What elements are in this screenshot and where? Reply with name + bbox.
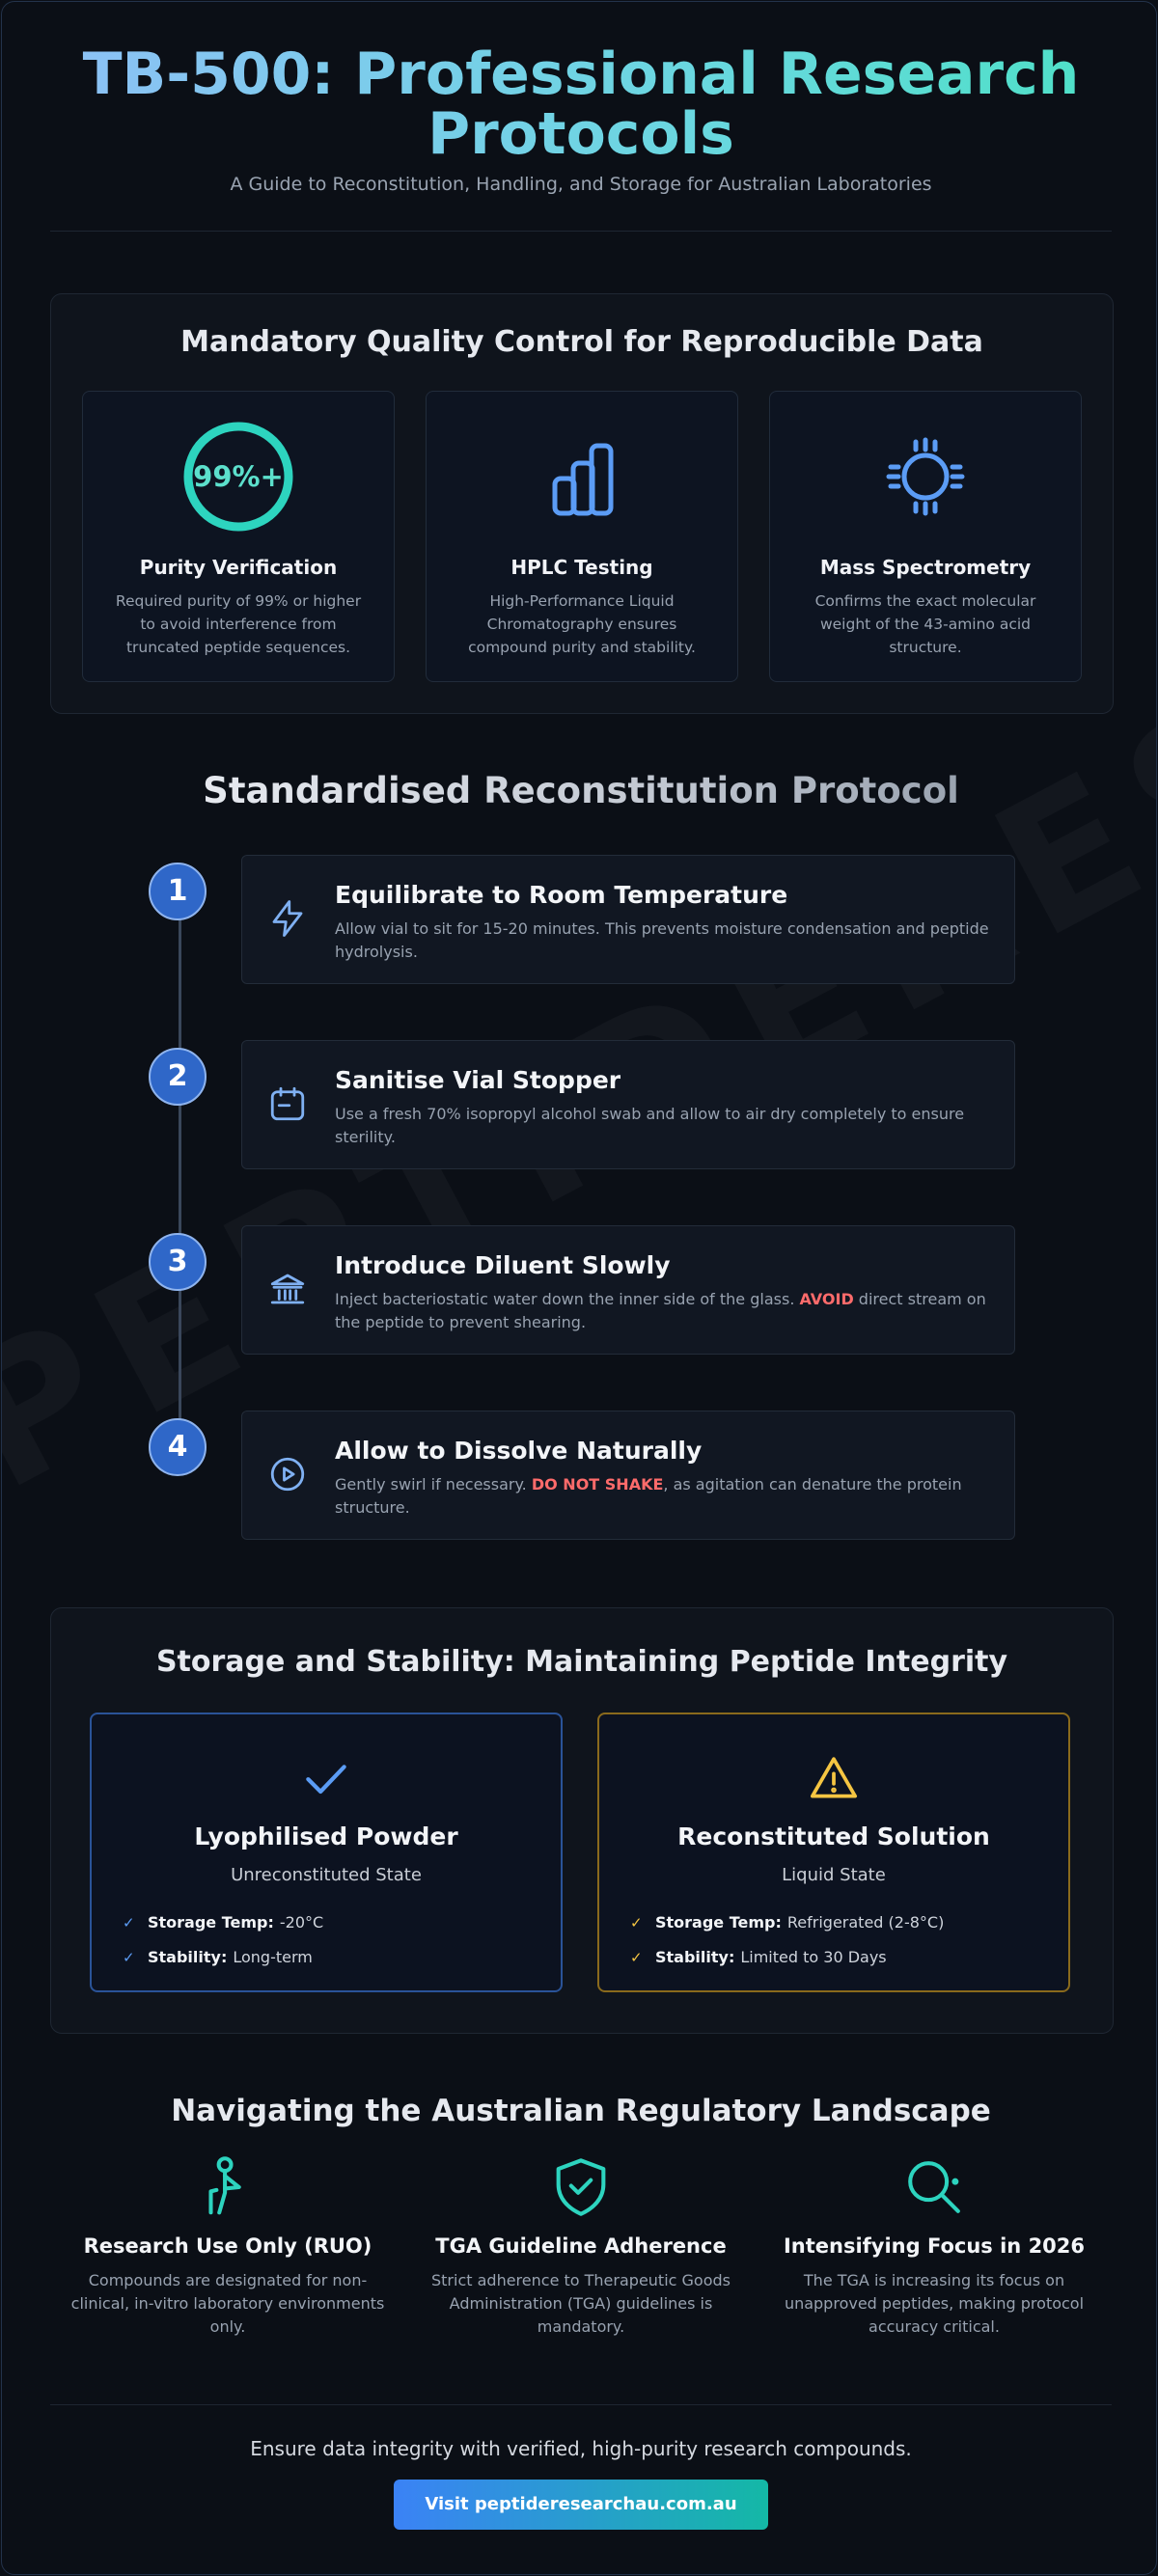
- qc-desc: Confirms the exact molecular weight of the 43-amino acid structure.: [814, 592, 1036, 656]
- check-icon: ✓: [123, 1949, 135, 1966]
- step-number: 2: [149, 1048, 207, 1106]
- step-card-3: [241, 1225, 1015, 1355]
- storage-row: ✓ Storage Temp: Refrigerated (2-8°C): [630, 1905, 944, 1940]
- check-icon: [92, 1751, 561, 1805]
- step-card-1: [241, 855, 1015, 984]
- storage-row: ✓ Stability: Limited to 30 Days: [630, 1940, 944, 1975]
- regulatory-item-title: TGA Guideline Adherence: [435, 2234, 727, 2258]
- step-desc: Gently swirl if necessary. DO NOT SHAKE, as agitation can denature the protein structure.: [335, 1475, 962, 1517]
- step-desc: Allow vial to sit for 15-20 minutes. This prevents moisture condensation and peptide hydrolysis.: [335, 919, 989, 961]
- step-card-2: [241, 1040, 1015, 1169]
- page-frame: [1, 1, 1157, 2575]
- regulatory-item-ruo: [64, 2153, 392, 2339]
- person-icon: [64, 2153, 392, 2221]
- regulatory-item-tga: [417, 2153, 745, 2339]
- shield-check-icon: [417, 2153, 745, 2221]
- regulatory-title: Navigating the Australian Regulatory Landscape: [171, 2094, 991, 2128]
- step-number: 1: [149, 863, 207, 920]
- storage-card-reconstituted: [597, 1713, 1070, 1992]
- step-title: Sanitise Vial Stopper: [335, 1066, 621, 1094]
- lightning-icon: [267, 898, 308, 939]
- avoid-highlight: AVOID: [799, 1290, 854, 1308]
- step-title: Allow to Dissolve Naturally: [335, 1437, 703, 1465]
- search-icon: [770, 2153, 1098, 2221]
- visit-website-button[interactable]: Visit peptideresearchau.com.au: [394, 2480, 768, 2530]
- warning-icon: [599, 1751, 1068, 1805]
- step-desc: Use a fresh 70% isopropyl alcohol swab and allow to air dry completely to ensure sterility.: [335, 1105, 965, 1146]
- storage-card-title: Reconstituted Solution: [677, 1822, 990, 1850]
- qc-desc: High-Performance Liquid Chromatography ensures compound purity and stability.: [468, 592, 696, 656]
- storage-panel: [50, 1607, 1114, 2034]
- qc-card-hplc: [426, 391, 738, 682]
- bank-icon: [267, 1269, 308, 1309]
- step-title: Equilibrate to Room Temperature: [335, 881, 788, 909]
- reconstitution-title: Standardised Reconstitution Protocol: [203, 770, 959, 811]
- qc-desc: Required purity of 99% or higher to avoid interference from truncated peptide sequences.: [115, 592, 362, 656]
- storage-list: [123, 1905, 323, 1975]
- step-card-4: [241, 1411, 1015, 1540]
- purity-ring-icon: [83, 419, 394, 534]
- storage-row: ✓ Storage Temp: -20°C: [123, 1905, 323, 1940]
- page-title: TB-500: Professional Research Protocols: [69, 44, 1092, 164]
- storage-card-title: Lyophilised Powder: [194, 1822, 458, 1850]
- storage-card-lyophilised: [90, 1713, 563, 1992]
- regulatory-item-desc: Strict adherence to Therapeutic Goods Administration (TGA) guidelines is mandatory.: [431, 2271, 731, 2336]
- storage-card-subtitle: Unreconstituted State: [231, 1865, 422, 1885]
- do-not-shake-highlight: DO NOT SHAKE: [531, 1475, 664, 1494]
- quality-control-panel: [50, 293, 1114, 714]
- storage-list: [630, 1905, 944, 1975]
- qc-title: Mass Spectrometry: [819, 556, 1032, 579]
- step-desc: Inject bacteriostatic water down the inner side of the glass. AVOID direct stream on the peptide to prevent shearing.: [335, 1290, 986, 1331]
- purity-badge: 99%+: [193, 460, 284, 493]
- check-icon: ✓: [630, 1949, 643, 1966]
- qc-title: Purity Verification: [139, 556, 338, 579]
- qc-card-mass-spec: [769, 391, 1082, 682]
- regulatory-item-2026: [770, 2153, 1098, 2339]
- footer-text: Ensure data integrity with verified, high-purity research compounds.: [250, 2437, 912, 2460]
- storage-card-subtitle: Liquid State: [782, 1865, 886, 1885]
- page-header: [2, 41, 1157, 195]
- regulatory-item-desc: Compounds are designated for non-clinical, in-vitro laboratory environments only.: [70, 2271, 385, 2336]
- check-icon: ✓: [123, 1914, 135, 1932]
- bar-chart-icon: [427, 419, 737, 534]
- step-number: 4: [149, 1418, 207, 1476]
- regulatory-item-desc: The TGA is increasing its focus on unapproved peptides, making protocol accuracy critical.: [784, 2271, 1085, 2336]
- step-number: 3: [149, 1233, 207, 1291]
- qc-title: HPLC Testing: [510, 556, 653, 579]
- regulatory-item-title: Intensifying Focus in 2026: [783, 2234, 1086, 2258]
- regulatory-item-title: Research Use Only (RUO): [83, 2234, 372, 2258]
- quality-title: Mandatory Quality Control for Reproducible Data: [180, 325, 983, 359]
- step-title: Introduce Diluent Slowly: [335, 1251, 671, 1279]
- page-subtitle: A Guide to Reconstitution, Handling, and Storage for Australian Laboratories: [230, 174, 932, 195]
- play-circle-icon: [267, 1454, 308, 1494]
- check-icon: ✓: [630, 1914, 643, 1932]
- timeline-line: [179, 891, 181, 1447]
- qc-card-purity: [82, 391, 395, 682]
- storage-row: ✓ Stability: Long-term: [123, 1940, 323, 1975]
- header-divider: [50, 231, 1112, 232]
- chip-icon: [770, 419, 1081, 534]
- footer-divider: [50, 2404, 1112, 2405]
- calendar-icon: [267, 1083, 308, 1124]
- storage-title: Storage and Stability: Maintaining Peptide Integrity: [155, 1645, 1008, 1679]
